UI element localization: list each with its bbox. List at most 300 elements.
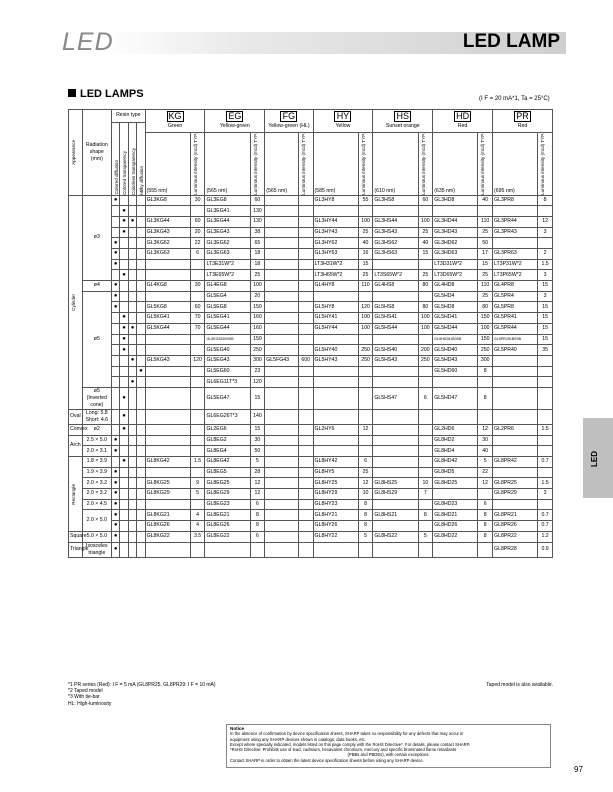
- table-row: [69, 291, 553, 302]
- resin-empty: [120, 531, 128, 542]
- luminous-value: 3.5: [190, 531, 205, 542]
- luminous-value: [538, 238, 553, 249]
- luminous-value: 10: [418, 478, 433, 489]
- resin-empty: [137, 291, 145, 302]
- model-name: GL5EG41: [205, 313, 250, 324]
- model-name: [265, 467, 299, 478]
- table-row: [69, 259, 553, 270]
- appearance-cell: Triangle: [69, 542, 83, 557]
- luminous-value: 300: [478, 355, 493, 366]
- luminous-value: 250: [358, 355, 373, 366]
- luminous-value: 5: [190, 489, 205, 500]
- luminous-value: 12: [250, 478, 265, 489]
- luminous-value: [298, 366, 313, 377]
- luminous-value: [418, 499, 433, 510]
- model-name: [265, 259, 299, 270]
- model-name: GL5FG43: [265, 355, 299, 366]
- header-resin-col: [128, 122, 136, 195]
- model-name: [265, 313, 299, 324]
- luminous-value: 3: [538, 291, 553, 302]
- resin-dot: ●: [120, 345, 128, 356]
- model-name: GL4PR8: [493, 281, 538, 292]
- luminous-value: 9: [190, 478, 205, 489]
- luminous-value: 150: [250, 302, 265, 313]
- luminous-value: [298, 542, 313, 557]
- resin-empty: [128, 457, 136, 468]
- resin-empty: [137, 510, 145, 521]
- luminous-value: 100: [358, 313, 373, 324]
- luminous-value: 0.7: [538, 510, 553, 521]
- table-row: [69, 467, 553, 478]
- resin-empty: [128, 521, 136, 532]
- resin-empty: [112, 270, 120, 281]
- resin-dot: ●: [120, 206, 128, 217]
- model-name: [373, 206, 418, 217]
- radiation-shape-cell: Long: 5.8 Short: 4.6: [82, 409, 111, 424]
- luminous-value: [418, 377, 433, 388]
- luminous-value: [190, 499, 205, 510]
- radiation-shape-cell: 2.0 × 3.2: [82, 478, 111, 489]
- model-name: GL8PR26: [493, 521, 538, 532]
- luminous-value: 15: [250, 387, 265, 409]
- resin-empty: [120, 446, 128, 457]
- resin-empty: [128, 387, 136, 409]
- luminous-value: 40: [478, 446, 493, 457]
- model-name: GL8EG4: [205, 446, 250, 457]
- model-name: [493, 499, 538, 510]
- luminous-value: [418, 424, 433, 435]
- resin-empty: [120, 249, 128, 260]
- model-name: GL3PR8: [493, 195, 538, 206]
- header-code-fg: [265, 110, 313, 123]
- model-name: LT3E65W*2: [205, 270, 250, 281]
- table-row: [69, 446, 553, 457]
- resin-col-label: Milky diffusion: [139, 165, 145, 195]
- model-name: [265, 227, 299, 238]
- luminous-value: [190, 270, 205, 281]
- model-name: [493, 446, 538, 457]
- model-name: GL3HS43: [373, 227, 418, 238]
- luminous-value: 130: [250, 216, 265, 227]
- luminous-value: 1.5: [538, 424, 553, 435]
- luminous-value: 4: [190, 510, 205, 521]
- luminous-value: [298, 281, 313, 292]
- luminous-value: 120: [250, 377, 265, 388]
- header-luminous: [478, 132, 493, 195]
- luminous-value: 15: [538, 334, 553, 345]
- resin-empty: [137, 355, 145, 366]
- resin-dot: ●: [112, 521, 120, 532]
- section-title: [68, 88, 144, 100]
- resin-empty: [128, 227, 136, 238]
- model-name: GL5KG8: [145, 302, 190, 313]
- resin-empty: [128, 270, 136, 281]
- model-name: [493, 366, 538, 377]
- page-number: 97: [574, 765, 583, 774]
- header-wavelength: (585 nm): [313, 132, 358, 195]
- resin-empty: [137, 206, 145, 217]
- page-title: LED LAMP: [462, 31, 560, 52]
- luminous-value: 3: [538, 227, 553, 238]
- appearance-cell: Convex: [69, 424, 83, 435]
- resin-dot: ●: [128, 355, 136, 366]
- luminous-value: [418, 366, 433, 377]
- model-name: GL8EG42: [205, 457, 250, 468]
- model-name: [265, 291, 299, 302]
- model-name: GL3PR63: [493, 249, 538, 260]
- radiation-shape-cell: 1.9 × 3.9: [82, 467, 111, 478]
- luminous-value: 1.5: [538, 478, 553, 489]
- model-name: [145, 377, 190, 388]
- model-name: GL5HD43: [433, 355, 478, 366]
- model-name: GL5HY8: [313, 302, 358, 313]
- header-luminous: [250, 132, 265, 195]
- luminous-value: 50: [250, 446, 265, 457]
- resin-empty: [137, 238, 145, 249]
- header-code-hy: [313, 110, 373, 123]
- radiation-shape-cell: 5.0 × 5.0: [82, 531, 111, 542]
- model-name: [265, 334, 299, 345]
- luminous-value: [298, 510, 313, 521]
- luminous-value: [538, 467, 553, 478]
- model-name: [265, 216, 299, 227]
- model-name: GL5HY43: [313, 355, 358, 366]
- header-wavelength: (565 nm): [265, 132, 299, 195]
- resin-empty: [112, 206, 120, 217]
- radiation-shape-cell: Isosceles triangle: [82, 542, 111, 557]
- table-row: [69, 345, 553, 356]
- resin-dot: ●: [128, 323, 136, 334]
- luminous-value: [298, 195, 313, 206]
- resin-empty: [128, 291, 136, 302]
- luminous-value: [298, 478, 313, 489]
- luminous-value: [418, 334, 433, 345]
- luminous-value: 15: [478, 259, 493, 270]
- model-name: [145, 435, 190, 446]
- luminous-value: 250: [358, 345, 373, 356]
- model-name: GL3KG63: [145, 249, 190, 260]
- luminous-value: [298, 206, 313, 217]
- table-row: [69, 334, 553, 345]
- resin-empty: [128, 334, 136, 345]
- resin-empty: [137, 409, 145, 424]
- luminous-value: [298, 302, 313, 313]
- model-name: GL8EG26: [205, 521, 250, 532]
- luminous-value: 40: [478, 195, 493, 206]
- table-row: [69, 323, 553, 334]
- luminous-value: 65: [250, 238, 265, 249]
- luminous-value: [418, 435, 433, 446]
- luminous-label: Luminous intensity (mcd) TYP.: [192, 132, 198, 195]
- model-name: GL5HD60: [433, 366, 478, 377]
- model-name: GL8KG29: [145, 489, 190, 500]
- luminous-value: 38: [250, 227, 265, 238]
- model-name: GL5PR40: [493, 345, 538, 356]
- luminous-value: 18: [250, 259, 265, 270]
- model-name: [145, 366, 190, 377]
- model-name: GL8KG21: [145, 510, 190, 521]
- model-name: [493, 206, 538, 217]
- header-appearance-label: Appearance: [71, 139, 76, 165]
- luminous-value: [298, 435, 313, 446]
- model-name: GL8PR22: [493, 531, 538, 542]
- luminous-value: [190, 345, 205, 356]
- model-name: GL4HS8: [373, 281, 418, 292]
- table-row: [69, 489, 553, 500]
- header-luminous: [418, 132, 433, 195]
- luminous-value: [418, 542, 433, 557]
- model-name: [373, 366, 418, 377]
- luminous-value: [358, 377, 373, 388]
- luminous-value: 6: [250, 531, 265, 542]
- luminous-value: [190, 435, 205, 446]
- resin-empty: [137, 446, 145, 457]
- resin-empty: [112, 377, 120, 388]
- model-name: LT3P65W*2: [493, 270, 538, 281]
- model-name: GL8HD42: [433, 457, 478, 468]
- luminous-value: 25: [478, 270, 493, 281]
- model-name: [265, 499, 299, 510]
- luminous-value: 8: [358, 499, 373, 510]
- resin-empty: [137, 478, 145, 489]
- model-name: [145, 424, 190, 435]
- model-name: GL5HD8: [433, 302, 478, 313]
- model-name: [265, 238, 299, 249]
- luminous-value: 8: [418, 510, 433, 521]
- resin-empty: [120, 435, 128, 446]
- model-name: GL8KG42: [145, 457, 190, 468]
- model-name: GL8HY42: [313, 457, 358, 468]
- header-color: Red: [493, 122, 553, 132]
- luminous-value: 100: [418, 313, 433, 324]
- model-name: GL3EG62: [205, 238, 250, 249]
- resin-empty: [137, 435, 145, 446]
- model-name: [373, 446, 418, 457]
- resin-dot: ●: [120, 424, 128, 435]
- luminous-value: [538, 355, 553, 366]
- luminous-value: [250, 542, 265, 557]
- series-code: PR: [514, 111, 531, 122]
- resin-empty: [137, 521, 145, 532]
- luminous-value: [298, 467, 313, 478]
- resin-empty: [120, 355, 128, 366]
- model-name: GL3KG43: [145, 227, 190, 238]
- resin-empty: [120, 478, 128, 489]
- luminous-value: [418, 206, 433, 217]
- luminous-value: [478, 409, 493, 424]
- model-name: [265, 366, 299, 377]
- resin-empty: [137, 531, 145, 542]
- resin-empty: [128, 531, 136, 542]
- resin-empty: [128, 510, 136, 521]
- luminous-value: 100: [418, 323, 433, 334]
- luminous-value: [298, 345, 313, 356]
- footnote: *1 PR series (Red): I F = 5 mA (GL8PR25, GL8PR29: I F = 10 mA): [68, 682, 216, 688]
- luminous-value: 70: [190, 313, 205, 324]
- resin-empty: [112, 216, 120, 227]
- model-name: GL3PR43: [493, 227, 538, 238]
- luminous-value: [298, 227, 313, 238]
- luminous-value: [190, 424, 205, 435]
- resin-empty: [137, 499, 145, 510]
- resin-empty: [128, 302, 136, 313]
- model-name: GL8KG25: [145, 478, 190, 489]
- luminous-value: 15: [250, 424, 265, 435]
- notice-line: Except where specially indicated, models listed on this page comply with the RoHS Directive*. For details, please contact SHARP.: [230, 741, 471, 747]
- model-name: [265, 457, 299, 468]
- model-name: GL8HD23: [433, 499, 478, 510]
- model-name: GL6EG11T*3: [205, 377, 250, 388]
- header-resin-col: [120, 122, 128, 195]
- luminous-value: 18: [250, 249, 265, 260]
- luminous-value: 0.9: [538, 542, 553, 557]
- luminous-value: 160: [250, 313, 265, 324]
- luminous-value: 23: [250, 366, 265, 377]
- square-bullet-icon: [68, 89, 76, 97]
- model-name: [265, 510, 299, 521]
- model-name: GL3HY63: [313, 249, 358, 260]
- luminous-value: [418, 409, 433, 424]
- luminous-value: [538, 499, 553, 510]
- luminous-value: 140: [250, 409, 265, 424]
- luminous-value: [190, 542, 205, 557]
- model-name: GL5EG8: [205, 302, 250, 313]
- luminous-value: 12: [538, 216, 553, 227]
- model-name: [433, 377, 478, 388]
- luminous-value: 110: [358, 281, 373, 292]
- model-name: [313, 366, 358, 377]
- header-color: Yellow: [313, 122, 373, 132]
- luminous-value: 8: [478, 387, 493, 409]
- model-name: [373, 409, 418, 424]
- luminous-value: 25: [418, 227, 433, 238]
- luminous-value: 50: [478, 238, 493, 249]
- series-code: HS: [394, 111, 411, 122]
- model-name: [265, 302, 299, 313]
- led-lamps-table: [68, 109, 553, 558]
- luminous-value: 5: [358, 531, 373, 542]
- model-name: [373, 542, 418, 557]
- resin-empty: [120, 489, 128, 500]
- luminous-value: 8: [478, 521, 493, 532]
- luminous-value: [538, 446, 553, 457]
- model-name: GL8HS22: [373, 531, 418, 542]
- model-name: [493, 435, 538, 446]
- luminous-value: 100: [358, 216, 373, 227]
- model-name: GL5PR281B0SB: [493, 334, 538, 345]
- resin-dot: ●: [112, 531, 120, 542]
- model-name: GL8HS29: [373, 489, 418, 500]
- resin-empty: [120, 281, 128, 292]
- model-name: GL3HD44: [433, 216, 478, 227]
- radiation-shape-cell: ø5 (Inverted cone): [82, 387, 111, 409]
- model-name: [313, 446, 358, 457]
- resin-dot: ●: [112, 195, 120, 206]
- model-name: GL8HS21: [373, 510, 418, 521]
- resin-empty: [112, 387, 120, 409]
- model-name: GL8EG29: [205, 489, 250, 500]
- resin-empty: [137, 489, 145, 500]
- luminous-value: [418, 521, 433, 532]
- luminous-value: [190, 259, 205, 270]
- luminous-value: 3: [538, 489, 553, 500]
- table-row: [69, 499, 553, 510]
- model-name: GL4HY8: [313, 281, 358, 292]
- luminous-value: [190, 409, 205, 424]
- luminous-value: 8: [478, 510, 493, 521]
- header-luminous: [298, 132, 313, 195]
- luminous-value: 12: [478, 424, 493, 435]
- model-name: [433, 489, 478, 500]
- appearance-label: Cylinder: [71, 293, 76, 311]
- resin-dot: ●: [120, 387, 128, 409]
- side-tab-led: [583, 418, 613, 498]
- luminous-value: [298, 216, 313, 227]
- appearance-cell: Arch: [69, 435, 83, 456]
- resin-empty: [128, 424, 136, 435]
- luminous-value: 110: [478, 281, 493, 292]
- resin-empty: [128, 345, 136, 356]
- header-code-kg: [145, 110, 205, 123]
- model-name: GL8HD2: [433, 435, 478, 446]
- luminous-value: 40: [418, 238, 433, 249]
- resin-dot: ●: [128, 216, 136, 227]
- radiation-shape-cell: 2.5 × 5.0: [82, 435, 111, 446]
- resin-empty: [137, 281, 145, 292]
- header-luminous: [358, 132, 373, 195]
- luminous-value: 10: [358, 489, 373, 500]
- table-row: [69, 206, 553, 217]
- model-name: [265, 323, 299, 334]
- series-code: HD: [456, 111, 470, 121]
- resin-empty: [112, 323, 120, 334]
- side-tab-label: LED: [590, 451, 599, 467]
- model-name: [313, 291, 358, 302]
- luminous-value: [538, 377, 553, 388]
- model-name: LT3D65W*2: [433, 270, 478, 281]
- luminous-label: Luminous intensity (mcd) TYP.: [420, 132, 426, 195]
- resin-empty: [137, 542, 145, 557]
- resin-empty: [137, 259, 145, 270]
- footnote: *3 With tie-bar: [68, 694, 100, 701]
- resin-empty: [120, 366, 128, 377]
- radiation-shape-cell: ø3: [82, 195, 111, 281]
- luminous-value: 25: [418, 270, 433, 281]
- table-row: [69, 457, 553, 468]
- resin-empty: [120, 195, 128, 206]
- model-name: GL3KG8: [145, 195, 190, 206]
- resin-dot: ●: [120, 227, 128, 238]
- model-name: [493, 409, 538, 424]
- header-code-pr: [493, 110, 553, 123]
- model-name: GL5EG47: [205, 387, 250, 409]
- resin-empty: [137, 334, 145, 345]
- model-name: [313, 334, 358, 345]
- model-name: GL8HY29: [313, 489, 358, 500]
- model-name: [265, 387, 299, 409]
- luminous-value: [358, 409, 373, 424]
- model-name: [145, 387, 190, 409]
- model-name: [265, 206, 299, 217]
- resin-empty: [120, 291, 128, 302]
- header-resin-col: [137, 122, 145, 195]
- model-name: GL5PR44: [493, 323, 538, 334]
- luminous-value: [298, 409, 313, 424]
- header-luminous: [538, 132, 553, 195]
- header-wavelength: (635 nm): [433, 132, 478, 195]
- model-name: GL2EG6: [205, 424, 250, 435]
- model-name: GL8EG25: [205, 478, 250, 489]
